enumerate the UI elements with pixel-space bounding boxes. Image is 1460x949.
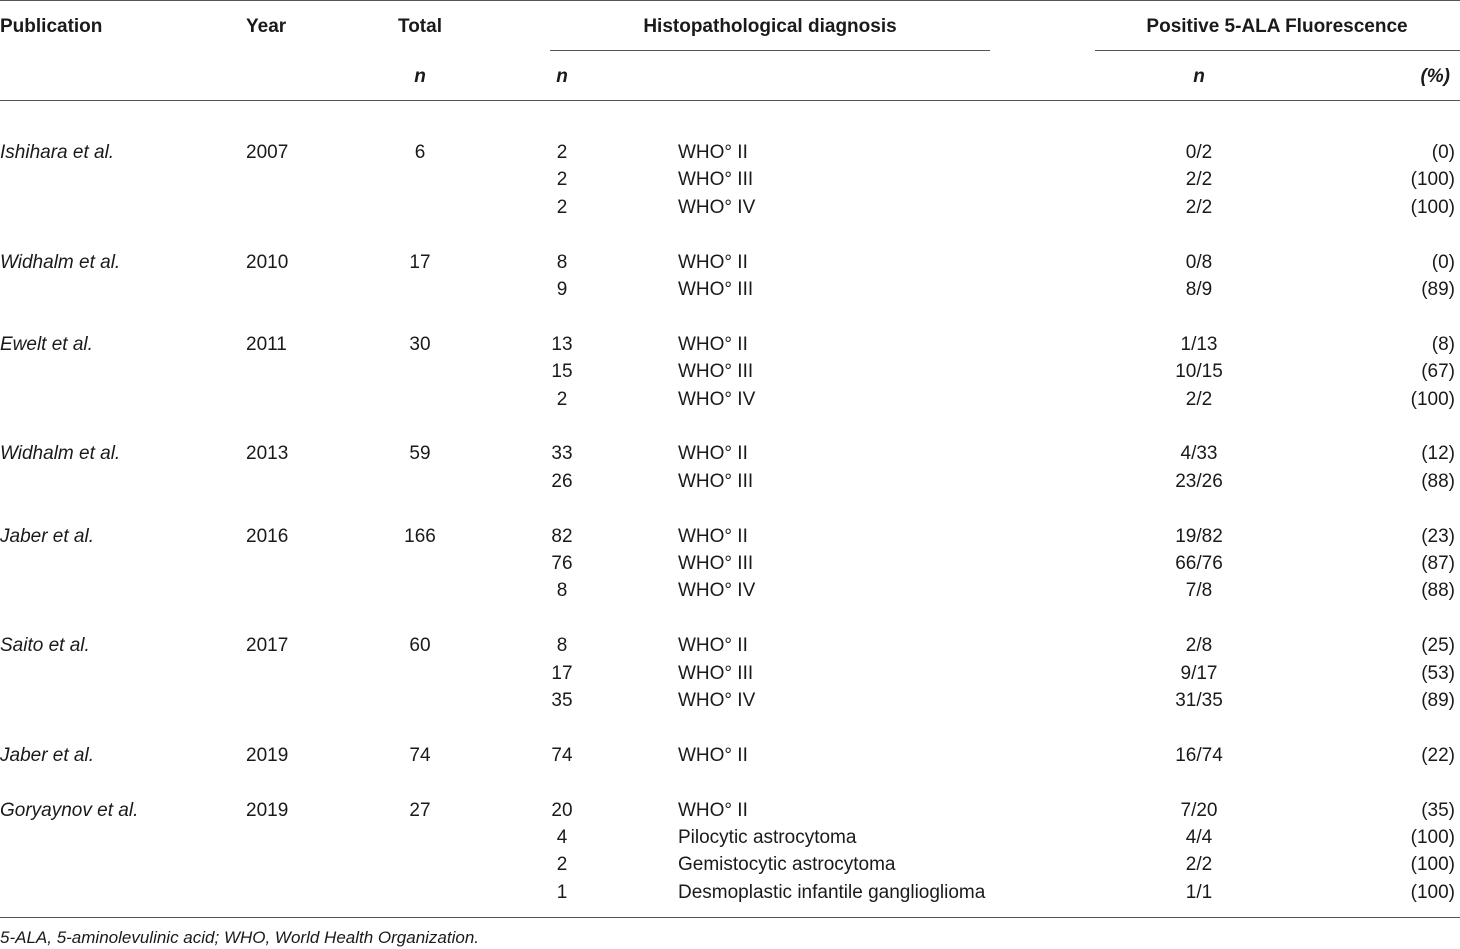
positive-pct-cell: (53) (1421, 662, 1455, 684)
publication-cell: Jaber et al. (0, 744, 94, 766)
year-cell: 2007 (246, 142, 289, 163)
positive-n-cell: 9/17 (1180, 662, 1218, 684)
diagnosis-cell: WHO° III (678, 470, 754, 492)
total-cell: 6 (414, 142, 426, 163)
diagnosis-cell: WHO° II (678, 525, 748, 547)
positive-pct-cell: (100) (1410, 388, 1455, 410)
positive-pct-cell: (88) (1421, 470, 1455, 492)
positive-n-cell: 19/82 (1175, 525, 1223, 547)
positive-n-cell: 7/8 (1185, 580, 1213, 602)
diagnosis-cell: WHO° III (678, 361, 754, 383)
diagnosis-cell: WHO° III (678, 553, 754, 574)
diagnosis-cell: Desmoplastic infantile ganglioglioma (678, 881, 986, 903)
diagnosis-cell: WHO° II (678, 635, 748, 657)
total-cell: 27 (409, 799, 431, 821)
histo-n-cell: 35 (551, 690, 573, 711)
diagnosis-cell: WHO° II (678, 142, 748, 163)
diagnosis-cell: WHO° II (678, 799, 748, 821)
fluorescence-header-rule (1095, 50, 1460, 51)
diagnosis-cell: WHO° II (678, 333, 748, 355)
table-bottom-rule (0, 917, 1460, 918)
histo-n-cell: 33 (551, 443, 573, 465)
positive-pct-cell: (0) (1431, 251, 1455, 273)
publication-cell: Jaber et al. (0, 525, 94, 547)
diagnosis-cell: Gemistocytic astrocytoma (678, 854, 896, 876)
year-cell: 2016 (246, 525, 289, 547)
publication-cell: Goryaynov et al. (0, 799, 139, 821)
header-positive-fluorescence: Positive 5-ALA Fluorescence (1146, 16, 1408, 37)
header-total-n: n (414, 66, 426, 87)
positive-n-cell: 0/8 (1185, 251, 1213, 273)
total-cell: 59 (409, 443, 431, 465)
header-histopathological-diagnosis: Histopathological diagnosis (643, 16, 897, 37)
publication-cell: Ishihara et al. (0, 142, 115, 163)
positive-n-cell: 66/76 (1175, 553, 1223, 574)
diagnosis-cell: WHO° II (678, 744, 748, 766)
histo-n-cell: 2 (556, 196, 568, 218)
histo-n-cell: 1 (556, 881, 568, 903)
header-positive-n: n (1193, 66, 1205, 87)
histo-n-cell: 20 (551, 799, 573, 821)
header-year: Year (246, 16, 287, 37)
positive-pct-cell: (100) (1410, 827, 1455, 848)
positive-n-cell: 4/4 (1185, 827, 1213, 848)
total-cell: 30 (409, 333, 431, 355)
histo-n-cell: 82 (551, 525, 573, 547)
positive-n-cell: 2/2 (1185, 388, 1213, 410)
positive-pct-cell: (35) (1421, 799, 1455, 821)
publication-cell: Ewelt et al. (0, 333, 93, 355)
positive-pct-cell: (0) (1431, 142, 1455, 163)
histo-n-cell: 2 (556, 854, 568, 876)
positive-pct-cell: (87) (1421, 553, 1455, 574)
histo-n-cell: 15 (551, 361, 573, 383)
diagnosis-cell: WHO° IV (678, 196, 756, 218)
publication-cell: Widhalm et al. (0, 251, 121, 273)
histo-n-cell: 76 (551, 553, 573, 574)
positive-n-cell: 31/35 (1175, 690, 1223, 711)
total-cell: 60 (409, 635, 431, 657)
histo-n-cell: 2 (556, 169, 568, 191)
diagnosis-cell: WHO° IV (678, 690, 756, 711)
histo-header-rule (550, 50, 990, 51)
year-cell: 2019 (246, 799, 289, 821)
positive-pct-cell: (89) (1421, 279, 1455, 300)
positive-pct-cell: (12) (1421, 443, 1455, 465)
header-histo-n: n (556, 66, 568, 87)
positive-n-cell: 2/8 (1185, 635, 1213, 657)
year-cell: 2017 (246, 635, 289, 657)
histo-n-cell: 4 (556, 827, 568, 848)
positive-n-cell: 2/2 (1185, 854, 1213, 876)
histo-n-cell: 8 (556, 580, 568, 602)
publication-cell: Widhalm et al. (0, 443, 121, 465)
positive-pct-cell: (8) (1431, 333, 1455, 355)
positive-n-cell: 2/2 (1185, 196, 1213, 218)
diagnosis-cell: WHO° III (678, 169, 754, 191)
histo-n-cell: 17 (551, 662, 573, 684)
diagnosis-cell: WHO° IV (678, 580, 756, 602)
header-publication: Publication (0, 16, 103, 37)
histo-n-cell: 13 (551, 333, 573, 355)
year-cell: 2019 (246, 744, 289, 766)
positive-pct-cell: (25) (1421, 635, 1455, 657)
histo-n-cell: 8 (556, 251, 568, 273)
positive-pct-cell: (100) (1410, 196, 1455, 218)
diagnosis-cell: WHO° III (678, 279, 754, 300)
histo-n-cell: 8 (556, 635, 568, 657)
year-cell: 2010 (246, 251, 289, 273)
year-cell: 2011 (246, 333, 287, 355)
table-footnote: 5-ALA, 5-aminolevulinic acid; WHO, World Health Organization. (0, 928, 480, 947)
positive-n-cell: 0/2 (1185, 142, 1213, 163)
histo-n-cell: 9 (556, 279, 568, 300)
positive-pct-cell: (100) (1410, 854, 1455, 876)
diagnosis-cell: WHO° II (678, 251, 748, 273)
total-cell: 166 (404, 525, 436, 547)
positive-pct-cell: (100) (1410, 881, 1455, 903)
histo-n-cell: 2 (556, 388, 568, 410)
positive-n-cell: 4/33 (1180, 443, 1218, 465)
header-bottom-rule (0, 100, 1460, 101)
positive-n-cell: 10/15 (1175, 361, 1223, 383)
positive-pct-cell: (23) (1421, 525, 1455, 547)
histo-n-cell: 2 (556, 142, 568, 163)
positive-pct-cell: (88) (1421, 580, 1455, 602)
positive-n-cell: 16/74 (1175, 744, 1223, 766)
diagnosis-cell: WHO° III (678, 662, 754, 684)
histo-n-cell: 74 (551, 744, 573, 766)
diagnosis-cell: Pilocytic astrocytoma (678, 827, 857, 848)
positive-pct-cell: (100) (1410, 169, 1455, 191)
publication-cell: Saito et al. (0, 635, 90, 657)
total-cell: 74 (409, 744, 431, 766)
histo-n-cell: 26 (551, 470, 573, 492)
positive-pct-cell: (89) (1421, 690, 1455, 711)
diagnosis-cell: WHO° II (678, 443, 748, 465)
total-cell: 17 (409, 251, 431, 273)
diagnosis-cell: WHO° IV (678, 388, 756, 410)
positive-n-cell: 7/20 (1180, 799, 1218, 821)
positive-n-cell: 2/2 (1185, 169, 1213, 191)
positive-pct-cell: (22) (1421, 744, 1455, 766)
positive-n-cell: 23/26 (1175, 470, 1223, 492)
table-top-rule (0, 0, 1460, 1)
header-total: Total (398, 16, 442, 37)
positive-n-cell: 1/13 (1180, 333, 1218, 355)
positive-n-cell: 8/9 (1185, 279, 1213, 300)
year-cell: 2013 (246, 443, 289, 465)
positive-n-cell: 1/1 (1185, 881, 1213, 903)
header-positive-pct: (%) (1420, 66, 1450, 87)
positive-pct-cell: (67) (1421, 361, 1455, 383)
